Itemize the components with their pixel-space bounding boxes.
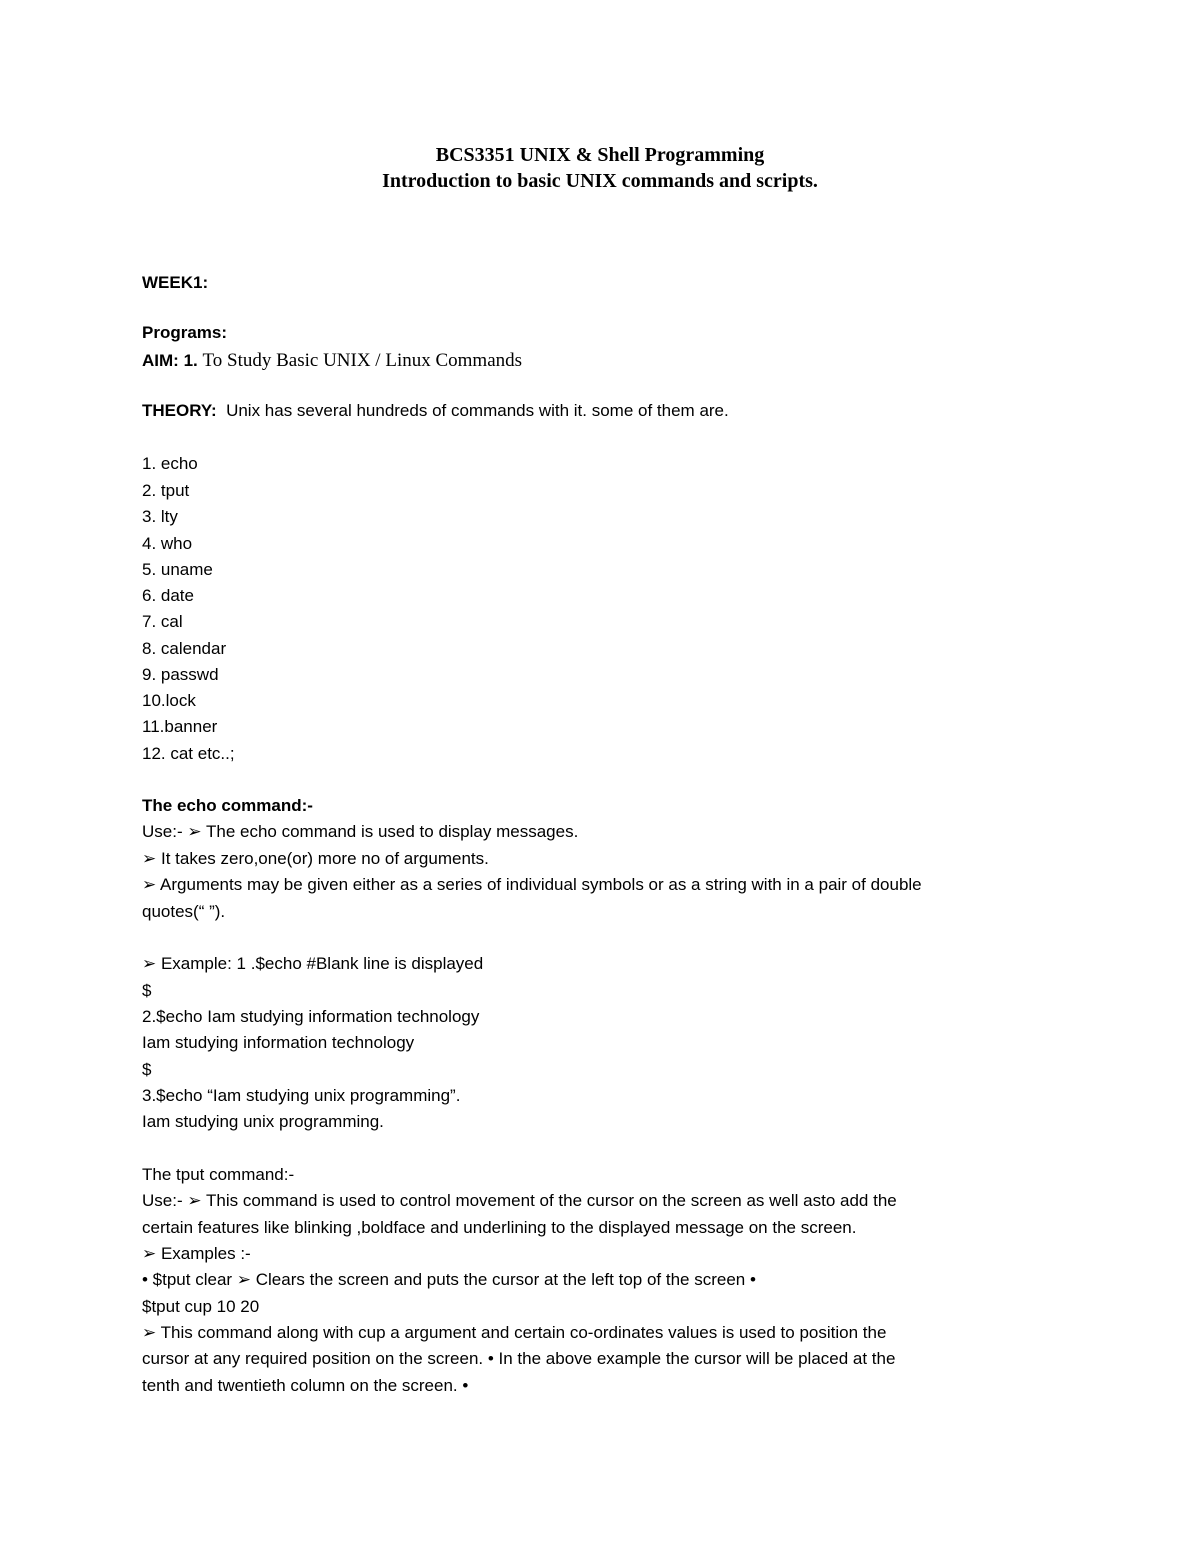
- echo-line: $: [142, 981, 152, 1000]
- echo-line: ➢ Arguments may be given either as a series of individual symbols or as a string with in a pair of double: [142, 875, 922, 894]
- list-item: 9. passwd: [142, 665, 219, 684]
- tput-line: ➢ This command along with cup a argument and certain co-ordinates values is used to position the: [142, 1323, 887, 1342]
- list-item: 12. cat etc..;: [142, 744, 235, 763]
- list-item: 8. calendar: [142, 639, 227, 658]
- tput-line: certain features like blinking ,boldface and underlining to the displayed message on the screen.: [142, 1218, 857, 1237]
- theory-line: [142, 399, 729, 423]
- tput-line: tenth and twentieth column on the screen. •: [142, 1376, 469, 1395]
- list-item: 10.lock: [142, 691, 196, 710]
- tput-line: $tput cup 10 20: [142, 1297, 260, 1316]
- list-item: 2. tput: [142, 481, 190, 500]
- list-item: 11.banner: [142, 717, 218, 736]
- list-item: 1. echo: [142, 454, 198, 473]
- tput-line: • $tput clear ➢ Clears the screen and puts the cursor at the left top of the screen •: [142, 1270, 756, 1289]
- list-item: 5. uname: [142, 560, 213, 579]
- aim-number: 1.: [183, 351, 198, 370]
- echo-line: Iam studying unix programming.: [142, 1112, 384, 1131]
- echo-line: ➢ Example: 1 .$echo #Blank line is displayed: [142, 954, 484, 973]
- document-title: BCS3351 UNIX & Shell Programming: [435, 144, 765, 166]
- aim-text: To Study Basic UNIX / Linux Commands: [202, 350, 523, 371]
- theory-text: Unix has several hundreds of commands with it. some of them are.: [226, 401, 729, 420]
- tput-line: ➢ Examples :-: [142, 1244, 251, 1263]
- tput-line: Use:- ➢ This command is used to control movement of the cursor on the screen as well asto add the: [142, 1191, 897, 1210]
- list-item: 6. date: [142, 586, 194, 605]
- echo-line: quotes(“ ”).: [142, 902, 226, 921]
- aim-line: [142, 349, 522, 373]
- echo-line: 2.$echo Iam studying information technology: [142, 1007, 480, 1026]
- list-item: 3. lty: [142, 507, 178, 526]
- tput-line: cursor at any required position on the screen. • In the above example the cursor will be placed at the: [142, 1349, 896, 1368]
- echo-line: $: [142, 1060, 152, 1079]
- echo-line: Iam studying information technology: [142, 1033, 415, 1052]
- echo-heading: The echo command:-: [142, 796, 313, 815]
- tput-heading: The tput command:-: [142, 1165, 295, 1184]
- echo-line: Use:- ➢ The echo command is used to display messages.: [142, 822, 579, 841]
- list-item: 7. cal: [142, 612, 183, 631]
- echo-line: ➢ It takes zero,one(or) more no of arguments.: [142, 849, 489, 868]
- programs-heading: Programs:: [142, 323, 228, 342]
- echo-line: 3.$echo “Iam studying unix programming”.: [142, 1086, 461, 1105]
- week-heading: WEEK1:: [142, 273, 209, 292]
- document-subtitle: Introduction to basic UNIX commands and scripts.: [382, 170, 818, 192]
- aim-label: AIM:: [142, 351, 179, 370]
- list-item: 4. who: [142, 534, 193, 553]
- theory-label: THEORY:: [142, 401, 217, 420]
